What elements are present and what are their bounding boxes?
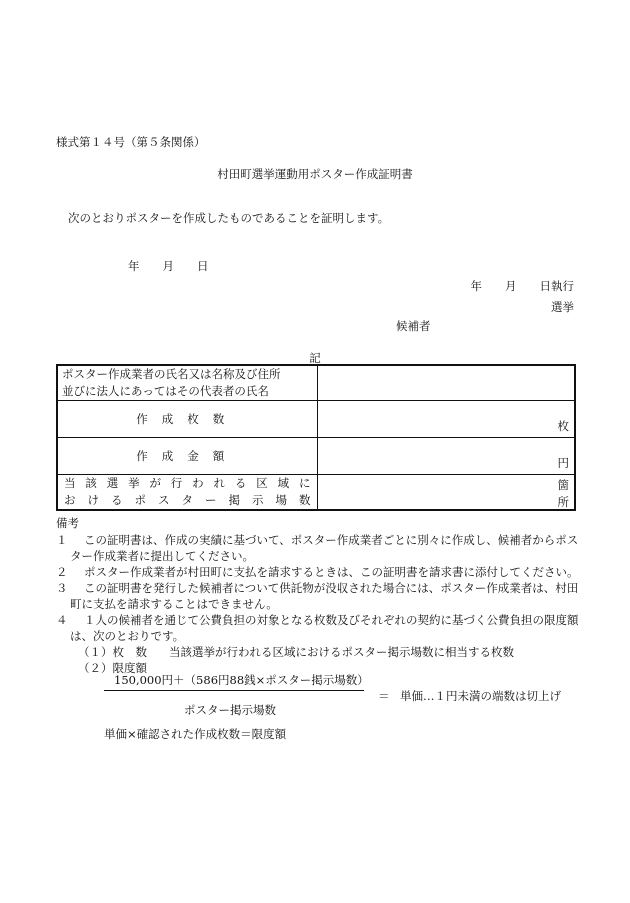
- quantity-value-cell[interactable]: [317, 401, 575, 438]
- fraction-line: [104, 690, 364, 691]
- amount-unit: 円: [557, 456, 569, 470]
- note-2: [56, 564, 586, 580]
- note-text: ポスター作成業者が村田町に支払を請求するときは、この証明書を請求書に添付してください。: [84, 565, 579, 579]
- limit-rule-label: （２）限度額: [78, 661, 147, 675]
- note-number: ２: [56, 565, 68, 579]
- election-date: 年 月 日執行: [470, 279, 574, 293]
- note-4: [56, 612, 586, 644]
- quantity-rule-label: （１）枚 数: [78, 645, 147, 659]
- form-number: 様式第１４号（第５条関係）: [56, 135, 206, 149]
- note-number: ４: [56, 613, 68, 627]
- note-text: １人の候補者を通じて公費負担の対象となる枚数及びそれぞれの契約に基づく公費負担の限度額は、次のとおりです。: [70, 613, 579, 643]
- quantity-rule-detail: 当該選挙が行われる区域におけるポスター掲示場数に相当する枚数: [169, 645, 514, 659]
- quantity-label-cell: [57, 401, 317, 438]
- poster-sites-value-cell[interactable]: [317, 475, 575, 511]
- poster-sites-unit: 箇 所: [557, 478, 569, 509]
- note-number: ３: [56, 581, 68, 595]
- amount-label: 作成金額: [136, 449, 239, 463]
- amount-label-cell: [57, 438, 317, 475]
- poster-sites-label-line2: お け る ポ ス タ ー 掲 示 場 数: [64, 493, 311, 507]
- certificate-table: [56, 364, 576, 511]
- vendor-label-line2: 並びに法人にあってはその代表者の氏名: [62, 384, 269, 398]
- vendor-value-cell[interactable]: [317, 365, 575, 401]
- note-text: この証明書を発行した候補者について供託物が没収された場合には、ポスター作成業者は、村田町に支払を請求することはできません。: [70, 581, 579, 611]
- equals-sign: ＝: [378, 689, 390, 703]
- unit-price-note: 単価…１円未満の端数は切上げ: [400, 689, 561, 703]
- vendor-label-line1: ポスター作成業者の氏名又は名称及び住所: [62, 367, 281, 381]
- poster-sites-label-cell: [57, 475, 317, 511]
- issue-date: 年 月 日: [128, 259, 209, 273]
- quantity-label: 作成枚数: [136, 412, 239, 426]
- note-3: [56, 580, 586, 612]
- quantity-unit: 枚: [557, 419, 569, 433]
- note-text: この証明書は、作成の実績に基づいて、ポスター作成業者ごとに別々に作成し、候補者からポスター作成業者に提出してください。: [70, 533, 579, 563]
- limit-formula: 単価×確認された作成枚数＝限度額: [104, 727, 287, 741]
- document-title: 村田町選挙運動用ポスター作成証明書: [217, 167, 413, 181]
- table-row: [57, 438, 575, 475]
- amount-value-cell[interactable]: [317, 438, 575, 475]
- ki-heading: 記: [309, 351, 321, 365]
- remarks-heading: 備考: [56, 516, 79, 530]
- vendor-label-cell: [57, 365, 317, 401]
- table-row: [57, 365, 575, 401]
- quantity-rule: [78, 644, 514, 660]
- note-1: [56, 532, 586, 564]
- candidate-label: 候補者: [396, 319, 431, 333]
- intro-text: 次のとおりポスターを作成したものであることを証明します。: [68, 211, 390, 225]
- formula-numerator: 150,000円＋（586円88銭×ポスター掲示場数）: [114, 673, 369, 687]
- poster-sites-label-line1: 当 該 選 挙 が 行 わ れ る 区 域 に: [64, 476, 311, 490]
- table-row: [57, 475, 575, 511]
- formula-denominator: ポスター掲示場数: [184, 703, 276, 717]
- election-label: 選挙: [551, 300, 574, 314]
- table-row: [57, 401, 575, 438]
- note-number: １: [56, 533, 68, 547]
